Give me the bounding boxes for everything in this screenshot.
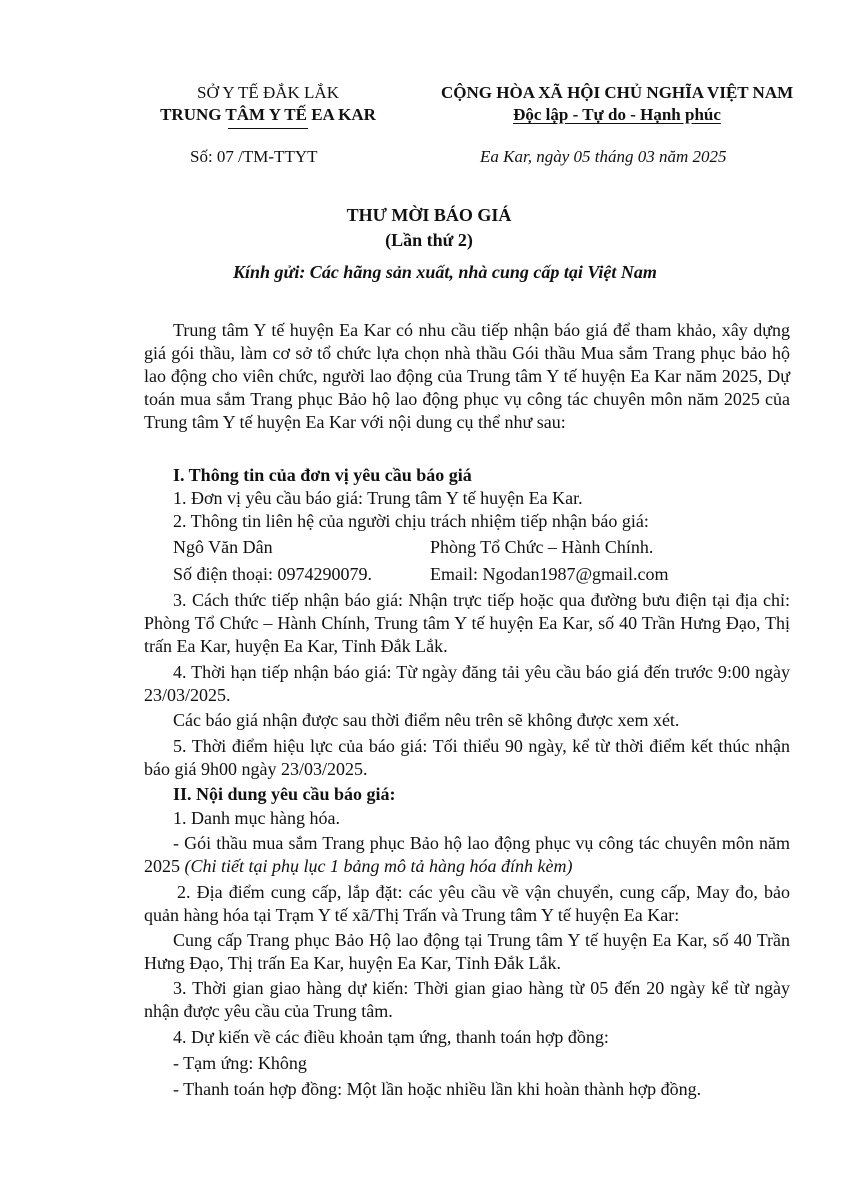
agency-underline — [228, 128, 308, 129]
document-subtitle: (Lần thứ 2) — [385, 230, 473, 250]
section2-item2-detail: Cung cấp Trang phục Bảo Hộ lao động tại Trung tâm Y tế huyện Ea Kar, số 40 Trần Hưng Đạo, Thị trấn Ea Kar, huyện Ea Kar, Tỉnh Đắk Lắk. — [144, 930, 790, 973]
contact-name: Ngô Văn Dân — [173, 537, 273, 557]
agency-name: TRUNG TÂM Y TẾ EA KAR — [160, 105, 376, 124]
section2-item4: 4. Dự kiến về các điều khoản tạm ứng, thanh toán hợp đồng: — [173, 1027, 609, 1047]
contact-phone: Số điện thoại: 0974290079. — [173, 564, 372, 584]
section2-heading: II. Nội dung yêu cầu báo giá: — [173, 784, 396, 804]
contact-department: Phòng Tổ Chức – Hành Chính. — [430, 537, 654, 557]
national-motto-text: Độc lập - Tự do - Hạnh phúc — [513, 105, 721, 124]
contact-email: Email: Ngodan1987@gmail.com — [430, 564, 669, 584]
section2-item4-payment: - Thanh toán hợp đồng: Một lần hoặc nhiều lần khi hoàn thành hợp đồng. — [173, 1079, 702, 1099]
section1-item1: 1. Đơn vị yêu cầu báo giá: Trung tâm Y tế huyện Ea Kar. — [173, 488, 583, 508]
section1-item4: 4. Thời hạn tiếp nhận báo giá: Từ ngày đăng tải yêu cầu báo giá đến trước 9:00 ngày 23/03/2025. — [144, 662, 790, 705]
section2-item3: 3. Thời gian giao hàng dự kiến: Thời gian giao hàng từ 05 đến 20 ngày kể từ ngày nhận được yêu cầu của Trung tâm. — [144, 978, 790, 1021]
national-motto — [441, 105, 793, 125]
national-title: CỘNG HÒA XÃ HỘI CHỦ NGHĨA VIỆT NAM — [441, 83, 794, 102]
recipient-line: Kính gửi: Các hãng sản xuất, nhà cung cấp tại Việt Nam — [233, 262, 657, 282]
section2-item1: 1. Danh mục hàng hóa. — [173, 808, 340, 828]
section2-item2: 2. Địa điểm cung cấp, lắp đặt: các yêu cầu về vận chuyển, cung cấp, May đo, bảo quản hàng hóa tại Trạm Y tế xã/Thị Trấn và Trung tâm Y tế huyện Ea Kar: — [144, 882, 790, 925]
place-date: Ea Kar, ngày 05 tháng 03 năm 2025 — [480, 147, 727, 166]
section1-heading: I. Thông tin của đơn vị yêu cầu báo giá — [173, 465, 472, 485]
section1-item5: 5. Thời điểm hiệu lực của báo giá: Tối thiểu 90 ngày, kể từ thời điểm kết thúc nhận báo giá 9h00 ngày 23/03/2025. — [144, 736, 790, 779]
document-number: Số: 07 /TM-TTYT — [190, 147, 318, 166]
section2-item1-detail-note: (Chi tiết tại phụ lục 1 bảng mô tả hàng hóa đính kèm) — [184, 856, 573, 876]
intro-paragraph: Trung tâm Y tế huyện Ea Kar có nhu cầu tiếp nhận báo giá để tham khảo, xây dựng giá gói thầu, làm cơ sở tổ chức lựa chọn nhà thầu Gói thầu Mua sắm Trang phục bảo hộ lao động cho viên chức, người lao động của Trung tâm Y tế huyện Ea Kar năm 2025, Dự toán mua sắm Trang phục Bảo hộ lao động phục vụ công tác chuyên môn năm 2025 của Trung tâm Y tế huyện Ea Kar với nội dung cụ thể như sau: — [144, 320, 790, 432]
section1-item4-note: Các báo giá nhận được sau thời điểm nêu trên sẽ không được xem xét. — [173, 710, 680, 730]
section2-item1-detail-text: - Gói thầu mua sắm Trang phục Bảo hộ lao động phục vụ công tác chuyên môn năm 2025 — [144, 833, 790, 876]
section1-item2: 2. Thông tin liên hệ của người chịu trách nhiệm tiếp nhận báo giá: — [173, 511, 649, 531]
section2-item1-detail — [144, 832, 790, 878]
section2-item4-advance: - Tạm ứng: Không — [173, 1053, 307, 1073]
section1-item3: 3. Cách thức tiếp nhận báo giá: Nhận trực tiếp hoặc qua đường bưu điện tại địa chỉ: Phòng Tổ Chức – Hành Chính, Trung tâm Y tế huyện Ea Kar, số 40 Trần Hưng Đạo, Thị trấn Ea Kar, huyện Ea Kar, Tỉnh Đắk Lắk. — [144, 590, 790, 656]
document-title: THƯ MỜI BÁO GIÁ — [346, 205, 512, 225]
agency-parent: SỞ Y TẾ ĐẮK LẮK — [197, 83, 339, 102]
